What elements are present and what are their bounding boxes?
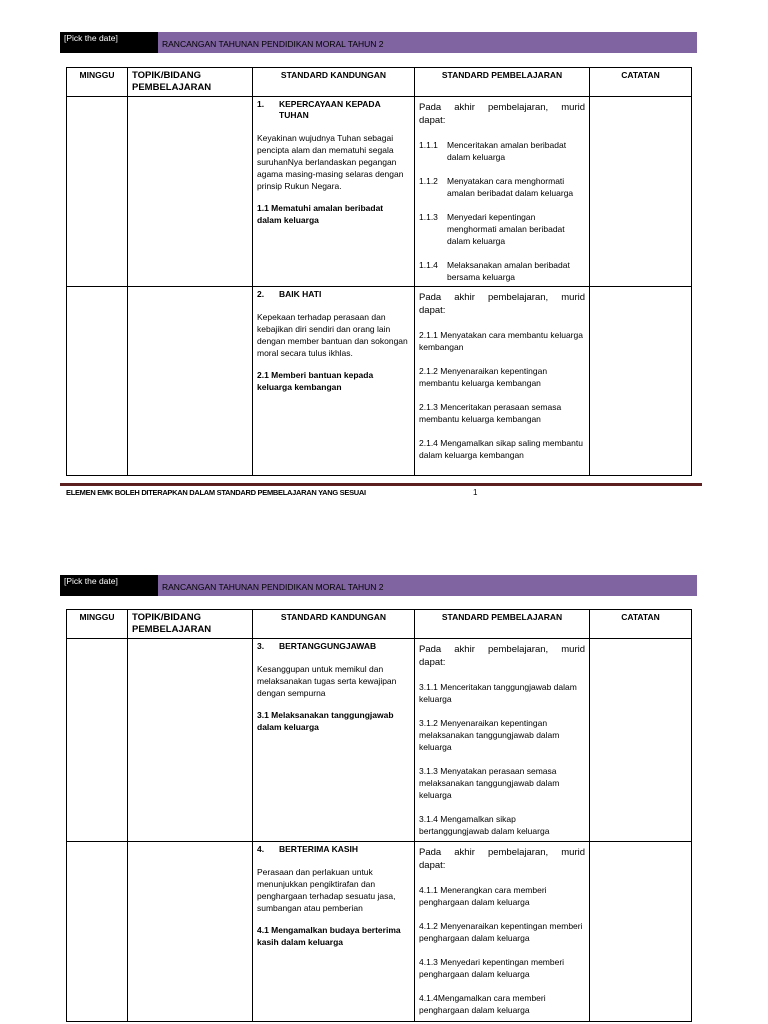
learning-standard-item: 3.1.2 Menyenaraikan kepentingan melaksanakan tanggungjawab dalam keluarga	[419, 718, 560, 752]
standard-pembelajaran-cell	[415, 97, 590, 287]
intro-text: Pada akhir pembelajaran, murid	[419, 644, 585, 655]
document-title: RANCANGAN TAHUNAN PENDIDIKAN MORAL TAHUN 2	[158, 32, 697, 53]
content-standard: 3.1 Melaksanakan tanggungjawab dalam keluarga	[257, 710, 394, 732]
standard-kandungan-cell	[253, 287, 415, 476]
standard-pembelajaran-cell	[415, 287, 590, 476]
col-topik: TOPIK/BIDANG PEMBELAJARAN	[128, 610, 253, 639]
learning-standard-item: 3.1.1 Menceritakan tanggungjawab dalam keluarga	[419, 682, 577, 704]
col-topik: TOPIK/BIDANG PEMBELAJARAN	[128, 68, 253, 97]
catatan-cell[interactable]	[590, 97, 692, 287]
standard-pembelajaran-cell	[415, 842, 590, 1022]
date-placeholder[interactable]: [Pick the date]	[60, 32, 158, 53]
col-standard-pembelajaran: STANDARD PEMBELAJARAN	[415, 68, 590, 97]
topik-cell[interactable]	[128, 287, 253, 476]
learning-standard-item: 1.1.2 Menyatakan cara menghormati amalan beribadat dalam keluarga	[419, 176, 574, 198]
standard-kandungan-cell	[253, 639, 415, 842]
col-standard-kandungan: STANDARD KANDUNGAN	[253, 68, 415, 97]
table-row	[67, 639, 692, 842]
minggu-cell[interactable]	[67, 97, 128, 287]
content-standard: 4.1 Mengamalkan budaya berterima kasih dalam keluarga	[257, 925, 401, 947]
topic-description: Kepekaan terhadap perasaan dan kebajikan diri sendiri dan orang lain dengan member bantuan dan sokongan moral secara tulus ikhlas.	[257, 312, 408, 358]
intro-text-cont: dapat:	[419, 115, 446, 126]
catatan-cell[interactable]	[590, 287, 692, 476]
learning-standard-item: 2.1.1 Menyatakan cara membantu keluarga kembangan	[419, 330, 583, 352]
table-header-row	[67, 68, 692, 97]
table-row	[67, 842, 692, 1022]
topic-title: 4. BERTERIMA KASIH	[257, 844, 359, 854]
minggu-cell[interactable]	[67, 639, 128, 842]
table-row	[67, 287, 692, 476]
intro-text-cont: dapat:	[419, 305, 446, 316]
topic-description: Perasaan dan perlakuan untuk menunjukkan pengiktirafan dan penghargaan terhadap sesuatu jasa, sumbangan atau pemberian	[257, 867, 396, 913]
col-minggu: MINGGU	[67, 68, 128, 97]
minggu-cell[interactable]	[67, 287, 128, 476]
topik-cell[interactable]	[128, 639, 253, 842]
page-header	[60, 32, 697, 53]
col-standard-kandungan: STANDARD KANDUNGAN	[253, 610, 415, 639]
minggu-cell[interactable]	[67, 842, 128, 1022]
content-standard: 2.1 Memberi bantuan kepada keluarga kembangan	[257, 370, 374, 392]
footer-divider	[60, 483, 702, 486]
learning-standard-item: 2.1.3 Menceritakan perasaan semasa membantu keluarga kembangan	[419, 402, 562, 424]
learning-standard-item: 4.1.1 Menerangkan cara memberi penghargaan dalam keluarga	[419, 885, 547, 907]
learning-standard-item: 4.1.3 Menyedari kepentingan memberi penghargaan dalam keluarga	[419, 957, 565, 979]
standard-kandungan-cell	[253, 97, 415, 287]
plan-table	[66, 609, 692, 1022]
footer-note: ELEMEN EMK BOLEH DITERAPKAN DALAM STANDARD PEMBELAJARAN YANG SESUAI	[66, 488, 366, 497]
topic-title: 2. BAIK HATI	[257, 289, 322, 299]
intro-text-cont: dapat:	[419, 860, 446, 871]
col-catatan: CATATAN	[590, 68, 692, 97]
topic-title: 1. KEPERCAYAAN KEPADA TUHAN	[257, 99, 381, 120]
learning-standard-item: 1.1.1 Menceritakan amalan beribadat dalam keluarga	[419, 140, 567, 162]
topik-cell[interactable]	[128, 842, 253, 1022]
topic-description: Keyakinan wujudnya Tuhan sebagai pencipta alam dan mematuhi segala suruhanNya berlandaskan pegangan agama masing-masing selaras dengan prinsip Rukun Negara.	[257, 133, 404, 191]
learning-standard-item: 1.1.3 Menyedari kepentingan menghormati amalan beribadat dalam keluarga	[419, 212, 565, 246]
table-row	[67, 97, 692, 287]
catatan-cell[interactable]	[590, 639, 692, 842]
intro-text-cont: dapat:	[419, 657, 446, 668]
plan-table	[66, 67, 692, 476]
col-minggu: MINGGU	[67, 610, 128, 639]
intro-text: Pada akhir pembelajaran, murid	[419, 292, 585, 303]
learning-standard-item: 3.1.4 Mengamalkan sikap bertanggungjawab dalam keluarga	[419, 814, 550, 836]
standard-pembelajaran-cell	[415, 639, 590, 842]
learning-standard-item: 3.1.3 Menyatakan perasaan semasa melaksanakan tanggungjawab dalam keluarga	[419, 766, 560, 800]
col-standard-pembelajaran: STANDARD PEMBELAJARAN	[415, 610, 590, 639]
document-title: RANCANGAN TAHUNAN PENDIDIKAN MORAL TAHUN 2	[158, 575, 697, 596]
learning-standard-item: 4.1.4Mengamalkan cara memberi penghargaan dalam keluarga	[419, 993, 546, 1015]
topik-cell[interactable]	[128, 97, 253, 287]
intro-text: Pada akhir pembelajaran, murid	[419, 847, 585, 858]
topic-description: Kesanggupan untuk memikul dan melaksanakan tugas serta kewajipan dengan sempurna	[257, 664, 397, 698]
learning-standard-item: 2.1.2 Menyenaraikan kepentingan membantu keluarga kembangan	[419, 366, 548, 388]
col-catatan: CATATAN	[590, 610, 692, 639]
page-header	[60, 575, 697, 596]
standard-kandungan-cell	[253, 842, 415, 1022]
table-header-row	[67, 610, 692, 639]
learning-standard-item: 2.1.4 Mengamalkan sikap saling membantu dalam keluarga kembangan	[419, 438, 583, 460]
learning-standard-item: 4.1.2 Menyenaraikan kepentingan memberi penghargaan dalam keluarga	[419, 921, 583, 943]
date-placeholder[interactable]: [Pick the date]	[60, 575, 158, 596]
content-standard: 1.1 Mematuhi amalan beribadat dalam keluarga	[257, 203, 384, 225]
intro-text: Pada akhir pembelajaran, murid	[419, 102, 585, 113]
page-number: 1	[473, 488, 478, 497]
catatan-cell[interactable]	[590, 842, 692, 1022]
topic-title: 3. BERTANGGUNGJAWAB	[257, 641, 377, 651]
learning-standard-item: 1.1.4 Melaksanakan amalan beribadat bersama keluarga	[419, 260, 570, 282]
